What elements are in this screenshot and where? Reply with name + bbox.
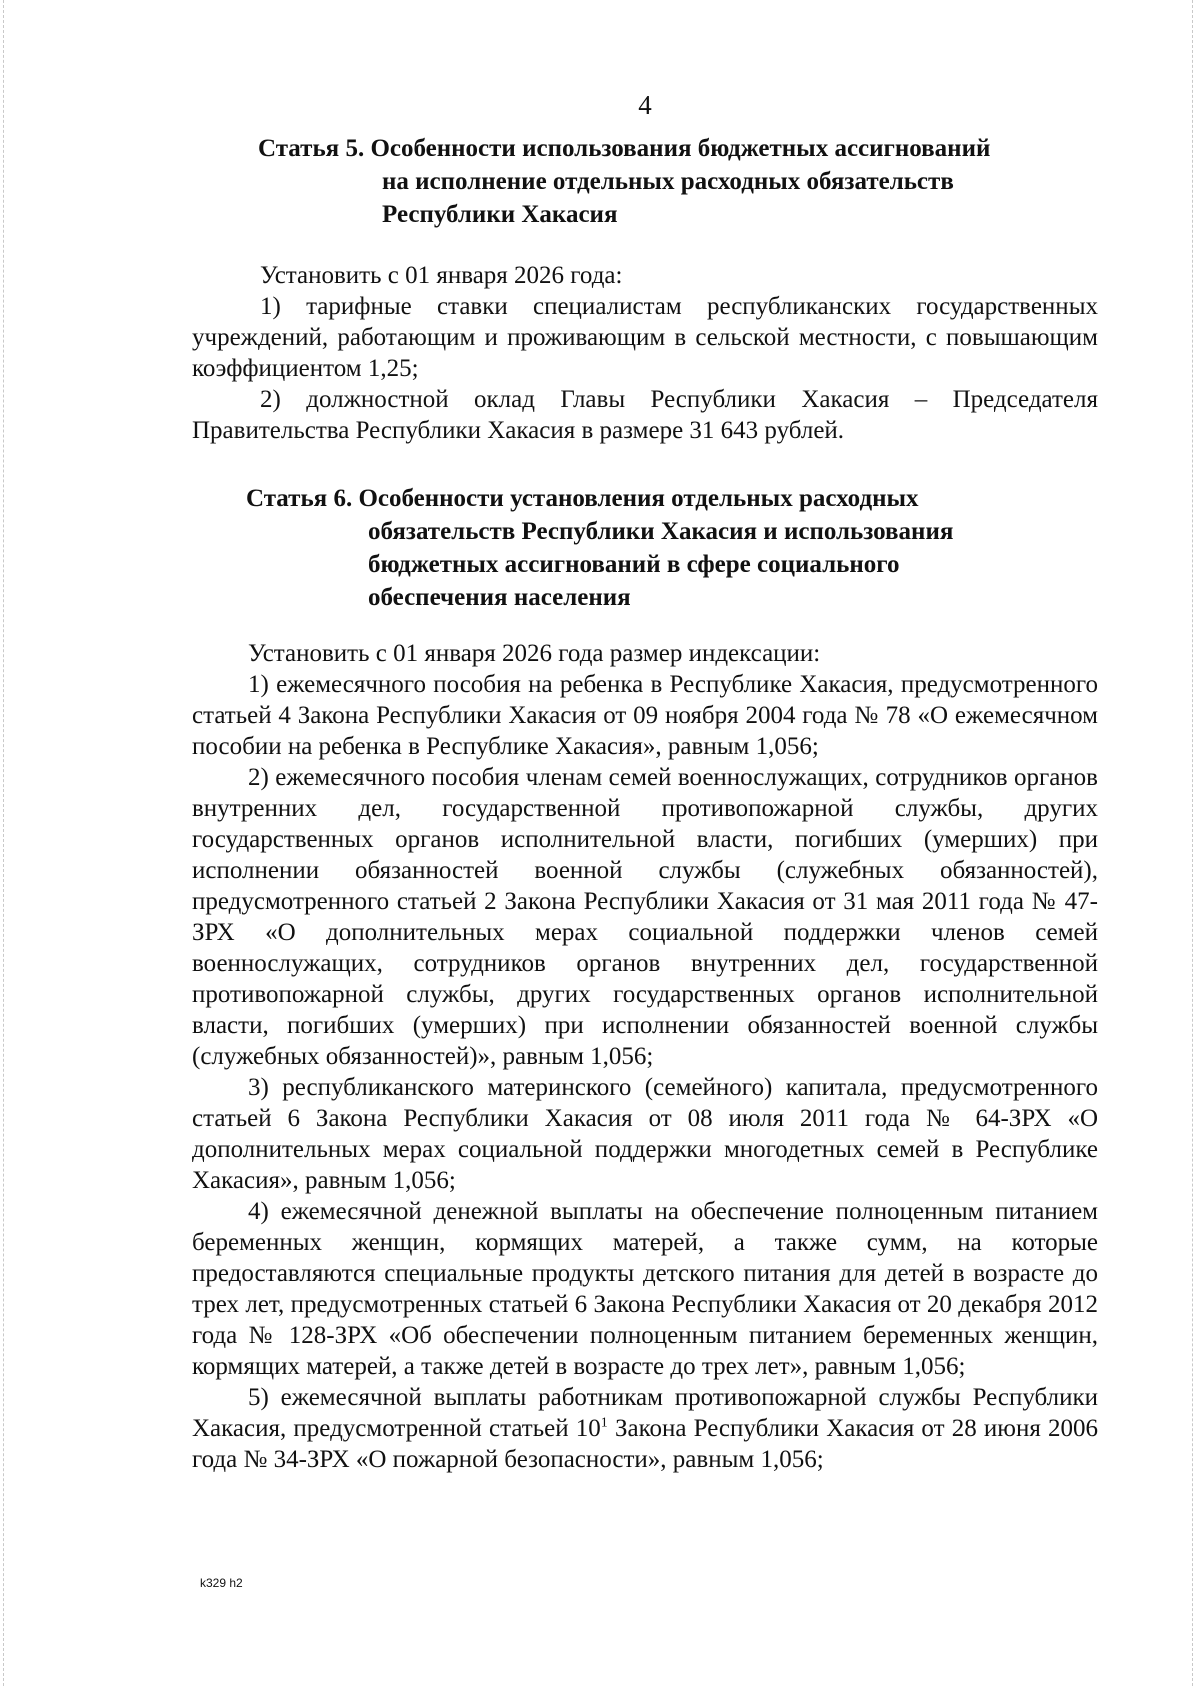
- article-6-item-5-text-cont: Закона Республики Хакасия от 28 июня 2006 года № 34-ЗРХ «О пожарной безопасности», равным 1,056;: [192, 1415, 1099, 1473]
- article-6-item-5-text: 5) ежемесячной выплаты работникам противопожарной службы Республики Хакасия, предусмотренной статьей 10: [192, 1384, 1098, 1442]
- article-6-title: [246, 482, 953, 614]
- article-5-intro: Установить с 01 января 2026 года:: [260, 262, 623, 289]
- article-5-title: [258, 132, 990, 231]
- article-5-body: [192, 260, 1098, 446]
- article-6-item-5-superscript: 1: [600, 1415, 608, 1431]
- article-6-item-4: 4) ежемесячной денежной выплаты на обеспечение полноценным питанием беременных женщин, кормящих матерей, а также сумм, на которые предоставляются специальные продукты детского питания для детей в возрасте до трех лет, предусмотренных статьей 6 Закона Республики Хакасия от 20 декабря 2012 года № 128-ЗРХ «Об обеспечении полноценным питанием беременных женщин, кормящих матерей, а также детей в возрасте до трех лет», равным 1,056;: [192, 1198, 1098, 1380]
- article-6-title-line-3: бюджетных ассигнований в сфере социального: [368, 551, 900, 578]
- article-5-title-line-2: на исполнение отдельных расходных обязательств: [382, 168, 954, 195]
- scan-edge-left: [3, 0, 5, 1686]
- article-6-item-1: 1) ежемесячного пособия на ребенка в Республике Хакасия, предусмотренного статьей 4 Закона Республики Хакасия от 09 ноября 2004 года № 78 «О ежемесячном пособии на ребенка в Республике Хакасия», равным 1,056;: [192, 671, 1098, 760]
- scan-edge-right: [1192, 0, 1194, 1686]
- article-6-intro: Установить с 01 января 2026 года размер индексации:: [248, 640, 821, 667]
- article-6-title-line-2: обязательств Республики Хакасия и использования: [368, 518, 954, 545]
- article-6-title-line-1: Статья 6. Особенности установления отдельных расходных: [246, 485, 919, 512]
- article-6-item-2: 2) ежемесячного пособия членам семей военнослужащих, сотрудников органов внутренних дел, государственной противопожарной службы, других государственных органов исполнительной власти, погибших (умерших) при исполнении обязанностей военной службы (служебных обязанностей), предусмотренного статьей 2 Закона Республики Хакасия от 31 мая 2011 года № 47-ЗРХ «О дополнительных мерах социальной поддержки членов семей военнослужащих, сотрудников органов внутренних дел, государственной противопожарной службы, других государственных органов исполнительной власти, погибших (умерших) при исполнении обязанностей военной службы (служебных обязанностей)», равным 1,056;: [192, 764, 1098, 1070]
- page-number: 4: [638, 90, 652, 120]
- article-6-item-3: 3) республиканского материнского (семейного) капитала, предусмотренного статьей 6 Закона Республики Хакасия от 08 июля 2011 года № 64-ЗРХ «О дополнительных мерах социальной поддержки многодетных семей в Республике Хакасия», равным 1,056;: [192, 1074, 1098, 1194]
- article-6-body: [192, 638, 1098, 1475]
- article-5-title-line-1: Статья 5. Особенности использования бюджетных ассигнований: [258, 135, 991, 162]
- article-5-title-line-3: Республики Хакасия: [382, 201, 618, 228]
- footer-document-code: k329 h2: [200, 1576, 243, 1590]
- article-5-item-2: 2) должностной оклад Главы Республики Хакасия – Председателя Правительства Республики Хакасия в размере 31 643 рублей.: [192, 386, 1098, 444]
- article-6-item-5: [192, 1382, 1098, 1475]
- article-5-item-1: 1) тарифные ставки специалистам республиканских государственных учреждений, работающим и проживающим в сельской местности, с повышающим коэффициентом 1,25;: [192, 293, 1098, 382]
- article-6-title-line-4: обеспечения населения: [368, 584, 631, 611]
